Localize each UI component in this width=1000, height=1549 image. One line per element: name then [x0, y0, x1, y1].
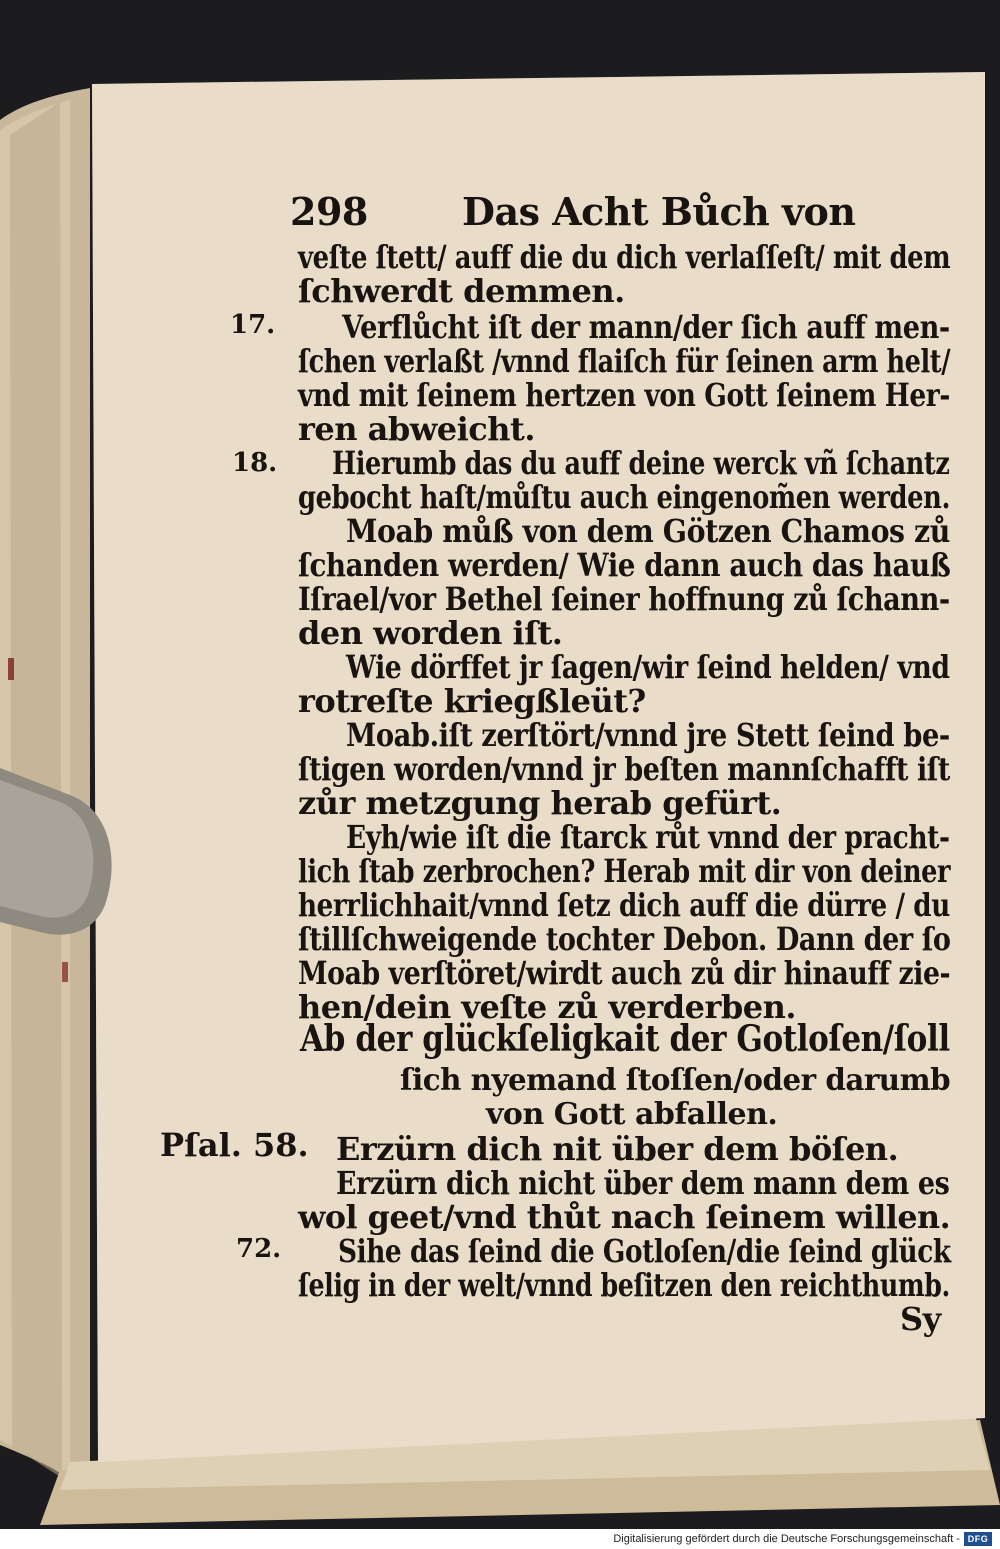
section-heading: Ab der glückſeligkait der Gotloſen/ſoll — [300, 1018, 950, 1060]
body-line: ſtillſchweigende tochter Debon. Dann der ſo — [298, 920, 951, 958]
body-line: wol geet/vnd thůt nach ſeinem willen. — [298, 1198, 951, 1236]
body-line: Sihe das ſeind die Gotloſen/die ſeind glück — [338, 1232, 951, 1270]
body-line: vnd mit ſeinem hertzen von Gott ſeinem Her- — [298, 376, 950, 414]
body-line: Moab.iſt zerſtört/vnnd jre Stett ſeind be- — [346, 716, 950, 754]
body-line: veſte ſtett/ auff die du dich verlaſſeſt/ mit dem — [298, 238, 951, 276]
catchword: Sy — [900, 1300, 941, 1338]
body-line: Wie dörffet jr ſagen/wir ſeind helden/ vnd — [346, 648, 950, 686]
body-line: ſchen verlaßt /vnnd flaiſch für ſeinen arm helt/ — [298, 342, 951, 380]
body-line: Iſrael/vor Bethel ſeiner hoffnung zů ſchann- — [298, 580, 950, 618]
body-line: ſchwerdt demmen. — [298, 272, 625, 310]
dfg-logo: DFG — [964, 1532, 992, 1546]
body-line: lich ſtab zerbrochen? Herab mit dir von deiner — [298, 852, 951, 890]
margin-note: 18. — [232, 448, 278, 478]
running-title: Das Acht Bůch von — [462, 189, 856, 234]
body-line: ſchanden werden/ Wie dann auch das hauß — [298, 546, 951, 584]
body-line: Moab můß von dem Götzen Chamos zů — [346, 512, 950, 550]
margin-note: 72. — [236, 1234, 282, 1264]
body-line: Erzürn dich nit über dem böſen. — [336, 1130, 899, 1168]
body-line: herrlichhait/vnnd ſetz dich auff die dürre / du — [298, 886, 950, 924]
body-line: Erzürn dich nicht über dem mann dem es — [336, 1164, 950, 1202]
body-line: ſelig in der welt/vnnd beſitzen den reichthumb. — [298, 1266, 950, 1304]
body-line: ſtigen worden/vnnd jr beſten mannſchafft iſt — [298, 750, 950, 788]
body-line: Hierumb das du auff deine werck vñ ſchantz — [332, 444, 950, 482]
body-line: hen/dein veſte zů verderben. — [298, 988, 796, 1026]
page-number: 298 — [290, 189, 368, 234]
margin-note: 17. — [230, 310, 276, 340]
margin-note: Pſal. 58. — [160, 1126, 309, 1164]
body-line: rotreſte kriegßleüt? — [298, 682, 646, 720]
body-line: Moab verſtöret/wirdt auch zů dir hinauff zie- — [298, 954, 951, 992]
body-line: Eyh/wie iſt die ſtarck růt vnnd der pracht- — [346, 818, 950, 856]
funding-credit: Digitalisierung gefördert durch die Deutsche Forschungsgemeinschaft - — [613, 1533, 960, 1545]
body-line: ren abweicht. — [298, 410, 535, 448]
section-heading-line: ſich nyemand ſtoſſen/oder darumb — [400, 1063, 951, 1098]
body-line: zůr metzgung herab gefürt. — [298, 784, 782, 822]
body-line: gebocht haſt/můſtu auch eingenom̃en werden. — [298, 478, 951, 516]
body-line: den worden iſt. — [298, 614, 563, 652]
section-heading-line: von Gott abfallen. — [486, 1097, 778, 1132]
body-line: Verflůcht iſt der mann/der ſich auff men- — [342, 308, 950, 346]
